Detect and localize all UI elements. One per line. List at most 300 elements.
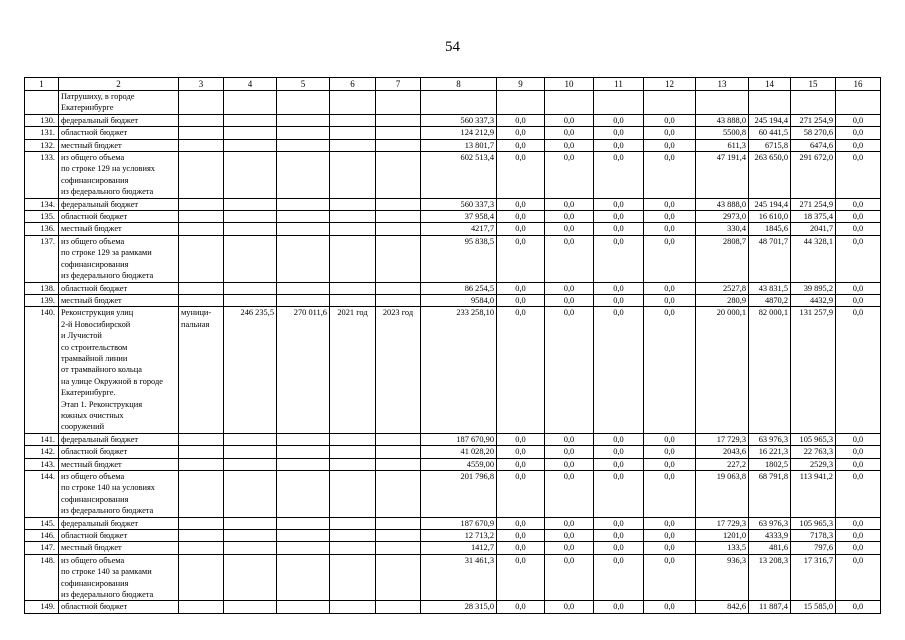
amount-cell: 0,0 (836, 601, 881, 613)
column-header: 10 (545, 78, 594, 91)
row-description-cell: федеральный бюджет (59, 517, 179, 529)
amount-cell (224, 127, 277, 139)
amount-cell: 43 888,0 (696, 114, 749, 126)
amount-cell (224, 471, 277, 518)
amount-cell: 0,0 (545, 223, 594, 235)
amount-cell (224, 114, 277, 126)
amount-cell: 131 257,9 (791, 307, 836, 433)
amount-cell: 0,0 (545, 114, 594, 126)
row-number-cell (25, 91, 59, 115)
amount-cell (224, 139, 277, 151)
start-year-cell (330, 433, 376, 445)
amount-cell: 2043,6 (696, 446, 749, 458)
amount-cell (224, 235, 277, 282)
row-description-cell: областной бюджет (59, 211, 179, 223)
amount-cell: 0,0 (545, 211, 594, 223)
amount-cell: 270 011,6 (277, 307, 330, 433)
amount-cell: 0,0 (497, 114, 545, 126)
amount-cell: 1802,5 (749, 458, 791, 470)
start-year-cell (330, 152, 376, 199)
amount-cell: 0,0 (497, 152, 545, 199)
amount-cell: 60 441,5 (749, 127, 791, 139)
amount-cell (277, 198, 330, 210)
start-year-cell (330, 458, 376, 470)
end-year-cell (376, 139, 421, 151)
amount-cell: 233 258,10 (421, 307, 497, 433)
amount-cell (277, 235, 330, 282)
column-header: 14 (749, 78, 791, 91)
column-header: 2 (59, 78, 179, 91)
amount-cell: 0,0 (545, 294, 594, 306)
column-header: 4 (224, 78, 277, 91)
end-year-cell (376, 601, 421, 613)
amount-cell: 560 337,3 (421, 114, 497, 126)
amount-cell: 0,0 (644, 542, 696, 554)
amount-cell: 48 701,7 (749, 235, 791, 282)
amount-cell (224, 601, 277, 613)
amount-cell: 0,0 (594, 211, 644, 223)
amount-cell: 0,0 (545, 433, 594, 445)
amount-cell: 4217,7 (421, 223, 497, 235)
amount-cell: 187 670,9 (421, 517, 497, 529)
start-year-cell (330, 530, 376, 542)
amount-cell (277, 446, 330, 458)
ownership-cell (179, 139, 224, 151)
end-year-cell (376, 458, 421, 470)
amount-cell: 245 194,4 (749, 114, 791, 126)
amount-cell (836, 91, 881, 115)
amount-cell: 187 670,90 (421, 433, 497, 445)
column-header: 12 (644, 78, 696, 91)
amount-cell: 63 976,3 (749, 433, 791, 445)
amount-cell: 0,0 (497, 282, 545, 294)
amount-cell: 0,0 (836, 282, 881, 294)
ownership-cell (179, 152, 224, 199)
amount-cell: 330,4 (696, 223, 749, 235)
end-year-cell (376, 446, 421, 458)
amount-cell: 0,0 (836, 139, 881, 151)
table-row (25, 542, 881, 554)
column-header: 11 (594, 78, 644, 91)
row-number-cell: 145. (25, 517, 59, 529)
end-year-cell (376, 114, 421, 126)
start-year-cell (330, 211, 376, 223)
amount-cell (224, 517, 277, 529)
amount-cell (277, 294, 330, 306)
table-row (25, 530, 881, 542)
row-number-cell: 147. (25, 542, 59, 554)
amount-cell (277, 517, 330, 529)
amount-cell: 0,0 (644, 211, 696, 223)
amount-cell: 4559,00 (421, 458, 497, 470)
end-year-cell (376, 554, 421, 601)
amount-cell: 0,0 (545, 127, 594, 139)
page-number: 54 (445, 39, 460, 55)
amount-cell: 0,0 (545, 517, 594, 529)
amount-cell: 0,0 (836, 198, 881, 210)
amount-cell: 0,0 (644, 282, 696, 294)
ownership-cell (179, 471, 224, 518)
amount-cell (277, 282, 330, 294)
amount-cell: 0,0 (644, 139, 696, 151)
amount-cell: 0,0 (836, 114, 881, 126)
amount-cell: 13 801,7 (421, 139, 497, 151)
amount-cell: 271 254,9 (791, 198, 836, 210)
table-row (25, 294, 881, 306)
start-year-cell (330, 601, 376, 613)
end-year-cell (376, 530, 421, 542)
amount-cell: 0,0 (594, 542, 644, 554)
ownership-cell (179, 517, 224, 529)
table-row (25, 127, 881, 139)
amount-cell: 68 791,8 (749, 471, 791, 518)
row-number-cell: 140. (25, 307, 59, 433)
start-year-cell (330, 517, 376, 529)
start-year-cell (330, 235, 376, 282)
amount-cell: 0,0 (497, 530, 545, 542)
amount-cell: 47 191,4 (696, 152, 749, 199)
row-description-cell: федеральный бюджет (59, 198, 179, 210)
amount-cell (277, 433, 330, 445)
amount-cell: 0,0 (836, 542, 881, 554)
amount-cell: 2973,0 (696, 211, 749, 223)
amount-cell: 0,0 (545, 601, 594, 613)
row-number-cell: 149. (25, 601, 59, 613)
start-year-cell (330, 446, 376, 458)
row-description-cell: федеральный бюджет (59, 433, 179, 445)
amount-cell (224, 458, 277, 470)
end-year-cell (376, 223, 421, 235)
row-number-cell: 141. (25, 433, 59, 445)
amount-cell: 0,0 (545, 307, 594, 433)
table-row (25, 198, 881, 210)
amount-cell: 2527,8 (696, 282, 749, 294)
row-number-cell: 146. (25, 530, 59, 542)
end-year-cell (376, 211, 421, 223)
row-number-cell: 134. (25, 198, 59, 210)
table-row (25, 235, 881, 282)
start-year-cell (330, 198, 376, 210)
amount-cell: 0,0 (545, 152, 594, 199)
amount-cell: 63 976,3 (749, 517, 791, 529)
amount-cell (277, 223, 330, 235)
amount-cell: 0,0 (644, 601, 696, 613)
amount-cell: 0,0 (497, 517, 545, 529)
amount-cell: 0,0 (644, 446, 696, 458)
row-number-cell: 148. (25, 554, 59, 601)
amount-cell: 17 729,3 (696, 433, 749, 445)
amount-cell: 936,3 (696, 554, 749, 601)
amount-cell (421, 91, 497, 115)
row-number-cell: 135. (25, 211, 59, 223)
row-description-cell: местный бюджет (59, 139, 179, 151)
amount-cell (224, 282, 277, 294)
amount-cell: 0,0 (497, 235, 545, 282)
amount-cell: 7178,3 (791, 530, 836, 542)
amount-cell: 0,0 (836, 458, 881, 470)
amount-cell: 0,0 (594, 223, 644, 235)
amount-cell: 263 650,0 (749, 152, 791, 199)
amount-cell: 0,0 (644, 294, 696, 306)
column-header: 3 (179, 78, 224, 91)
start-year-cell (330, 282, 376, 294)
amount-cell: 41 028,20 (421, 446, 497, 458)
amount-cell (224, 211, 277, 223)
ownership-cell (179, 294, 224, 306)
column-header-row (25, 78, 881, 91)
amount-cell: 16 610,0 (749, 211, 791, 223)
table-row (25, 554, 881, 601)
row-number-cell: 144. (25, 471, 59, 518)
amount-cell: 0,0 (644, 433, 696, 445)
row-number-cell: 139. (25, 294, 59, 306)
amount-cell: 1845,6 (749, 223, 791, 235)
amount-cell: 0,0 (594, 517, 644, 529)
amount-cell: 602 513,4 (421, 152, 497, 199)
amount-cell (545, 91, 594, 115)
amount-cell: 0,0 (836, 294, 881, 306)
amount-cell: 291 672,0 (791, 152, 836, 199)
start-year-cell (330, 554, 376, 601)
amount-cell: 0,0 (545, 530, 594, 542)
amount-cell: 201 796,8 (421, 471, 497, 518)
ownership-cell (179, 91, 224, 115)
amount-cell: 0,0 (594, 601, 644, 613)
amount-cell: 0,0 (594, 114, 644, 126)
start-year-cell (330, 114, 376, 126)
amount-cell: 5500,8 (696, 127, 749, 139)
amount-cell: 842,6 (696, 601, 749, 613)
amount-cell (277, 530, 330, 542)
end-year-cell (376, 152, 421, 199)
amount-cell: 0,0 (545, 471, 594, 518)
amount-cell: 0,0 (497, 294, 545, 306)
amount-cell: 0,0 (836, 127, 881, 139)
amount-cell: 0,0 (594, 307, 644, 433)
table-row (25, 446, 881, 458)
amount-cell (277, 139, 330, 151)
amount-cell: 6715,8 (749, 139, 791, 151)
column-header: 6 (330, 78, 376, 91)
amount-cell (644, 91, 696, 115)
amount-cell: 0,0 (497, 139, 545, 151)
amount-cell: 0,0 (594, 554, 644, 601)
amount-cell: 44 328,1 (791, 235, 836, 282)
amount-cell: 0,0 (594, 139, 644, 151)
end-year-cell (376, 542, 421, 554)
amount-cell: 39 895,2 (791, 282, 836, 294)
row-number-cell: 133. (25, 152, 59, 199)
row-description-cell: областной бюджет (59, 446, 179, 458)
amount-cell: 0,0 (836, 471, 881, 518)
row-number-cell: 138. (25, 282, 59, 294)
amount-cell: 0,0 (594, 152, 644, 199)
amount-cell: 0,0 (644, 223, 696, 235)
table-row (25, 433, 881, 445)
row-description-cell: из общего объема по строке 129 за рамками софинансирования из федерального бюджета (59, 235, 179, 282)
ownership-cell: муници- пальная (179, 307, 224, 433)
amount-cell (696, 91, 749, 115)
amount-cell (594, 91, 644, 115)
amount-cell (791, 91, 836, 115)
amount-cell (277, 542, 330, 554)
column-header: 8 (421, 78, 497, 91)
amount-cell: 280,9 (696, 294, 749, 306)
amount-cell: 20 000,1 (696, 307, 749, 433)
amount-cell (277, 458, 330, 470)
ownership-cell (179, 554, 224, 601)
amount-cell: 12 713,2 (421, 530, 497, 542)
start-year-cell (330, 91, 376, 115)
row-description-cell: местный бюджет (59, 458, 179, 470)
amount-cell: 0,0 (594, 127, 644, 139)
amount-cell: 0,0 (644, 307, 696, 433)
amount-cell: 17 316,7 (791, 554, 836, 601)
row-number-cell: 130. (25, 114, 59, 126)
amount-cell: 0,0 (644, 127, 696, 139)
amount-cell (277, 91, 330, 115)
amount-cell: 4333,9 (749, 530, 791, 542)
amount-cell (277, 152, 330, 199)
amount-cell (749, 91, 791, 115)
amount-cell: 0,0 (644, 114, 696, 126)
amount-cell: 611,3 (696, 139, 749, 151)
column-header: 16 (836, 78, 881, 91)
table-row (25, 471, 881, 518)
row-description-cell: федеральный бюджет (59, 114, 179, 126)
row-number-cell: 143. (25, 458, 59, 470)
start-year-cell: 2021 год (330, 307, 376, 433)
row-number-cell: 132. (25, 139, 59, 151)
amount-cell: 28 315,0 (421, 601, 497, 613)
table-row (25, 114, 881, 126)
ownership-cell (179, 235, 224, 282)
amount-cell: 271 254,9 (791, 114, 836, 126)
start-year-cell (330, 542, 376, 554)
amount-cell (277, 554, 330, 601)
amount-cell: 6474,6 (791, 139, 836, 151)
amount-cell (277, 471, 330, 518)
amount-cell: 0,0 (836, 235, 881, 282)
amount-cell: 0,0 (594, 294, 644, 306)
amount-cell: 0,0 (497, 458, 545, 470)
amount-cell: 4870,2 (749, 294, 791, 306)
table-row (25, 139, 881, 151)
end-year-cell (376, 282, 421, 294)
row-number-cell: 131. (25, 127, 59, 139)
amount-cell: 4432,9 (791, 294, 836, 306)
amount-cell: 133,5 (696, 542, 749, 554)
ownership-cell (179, 433, 224, 445)
amount-cell: 0,0 (644, 198, 696, 210)
amount-cell: 15 585,0 (791, 601, 836, 613)
amount-cell (224, 554, 277, 601)
row-description-cell: из общего объема по строке 140 за рамками софинансирования из федерального бюджета (59, 554, 179, 601)
amount-cell (224, 294, 277, 306)
amount-cell: 0,0 (545, 458, 594, 470)
end-year-cell (376, 198, 421, 210)
amount-cell: 0,0 (497, 446, 545, 458)
ownership-cell (179, 114, 224, 126)
table-row (25, 211, 881, 223)
amount-cell: 86 254,5 (421, 282, 497, 294)
ownership-cell (179, 542, 224, 554)
amount-cell: 22 763,3 (791, 446, 836, 458)
end-year-cell (376, 235, 421, 282)
amount-cell (277, 127, 330, 139)
amount-cell (224, 446, 277, 458)
end-year-cell (376, 91, 421, 115)
amount-cell: 0,0 (594, 235, 644, 282)
amount-cell: 0,0 (644, 530, 696, 542)
amount-cell: 1412,7 (421, 542, 497, 554)
amount-cell: 43 831,5 (749, 282, 791, 294)
amount-cell (277, 601, 330, 613)
amount-cell: 95 838,5 (421, 235, 497, 282)
amount-cell: 105 965,3 (791, 517, 836, 529)
table-body (25, 91, 881, 614)
amount-cell: 19 063,8 (696, 471, 749, 518)
amount-cell (224, 152, 277, 199)
amount-cell: 0,0 (545, 446, 594, 458)
amount-cell: 16 221,3 (749, 446, 791, 458)
start-year-cell (330, 294, 376, 306)
row-description-cell: Реконструкция улиц 2-й Новосибирской и Лучистой со строительством трамвайной линии от трамвайного кольца на улице Окружной в городе Екатеринбурге. Этап 1. Реконструкция южных очистных сооружений (59, 307, 179, 433)
amount-cell: 13 208,3 (749, 554, 791, 601)
ownership-cell (179, 601, 224, 613)
amount-cell: 0,0 (594, 282, 644, 294)
amount-cell: 58 270,6 (791, 127, 836, 139)
amount-cell: 227,2 (696, 458, 749, 470)
amount-cell: 0,0 (497, 554, 545, 601)
amount-cell: 0,0 (644, 554, 696, 601)
row-description-cell: Патрушиху, в городе Екатеринбурге (59, 91, 179, 115)
amount-cell: 0,0 (594, 530, 644, 542)
amount-cell: 105 965,3 (791, 433, 836, 445)
amount-cell: 0,0 (836, 517, 881, 529)
amount-cell: 0,0 (545, 282, 594, 294)
column-header: 5 (277, 78, 330, 91)
amount-cell (224, 542, 277, 554)
amount-cell: 0,0 (497, 223, 545, 235)
row-number-cell: 136. (25, 223, 59, 235)
amount-cell: 82 000,1 (749, 307, 791, 433)
amount-cell: 0,0 (497, 601, 545, 613)
end-year-cell (376, 517, 421, 529)
column-header: 7 (376, 78, 421, 91)
amount-cell: 43 888,0 (696, 198, 749, 210)
row-number-cell: 137. (25, 235, 59, 282)
amount-cell: 18 375,4 (791, 211, 836, 223)
amount-cell: 797,6 (791, 542, 836, 554)
amount-cell: 113 941,2 (791, 471, 836, 518)
amount-cell: 0,0 (644, 458, 696, 470)
amount-cell: 2041,7 (791, 223, 836, 235)
amount-cell: 37 958,4 (421, 211, 497, 223)
end-year-cell: 2023 год (376, 307, 421, 433)
amount-cell (224, 91, 277, 115)
table-row (25, 458, 881, 470)
row-description-cell: из общего объема по строке 129 на условиях софинансирования из федерального бюджета (59, 152, 179, 199)
amount-cell: 124 212,9 (421, 127, 497, 139)
end-year-cell (376, 471, 421, 518)
amount-cell: 0,0 (497, 471, 545, 518)
row-description-cell: областной бюджет (59, 601, 179, 613)
amount-cell: 0,0 (497, 307, 545, 433)
start-year-cell (330, 471, 376, 518)
table-row (25, 307, 881, 433)
amount-cell: 0,0 (836, 307, 881, 433)
